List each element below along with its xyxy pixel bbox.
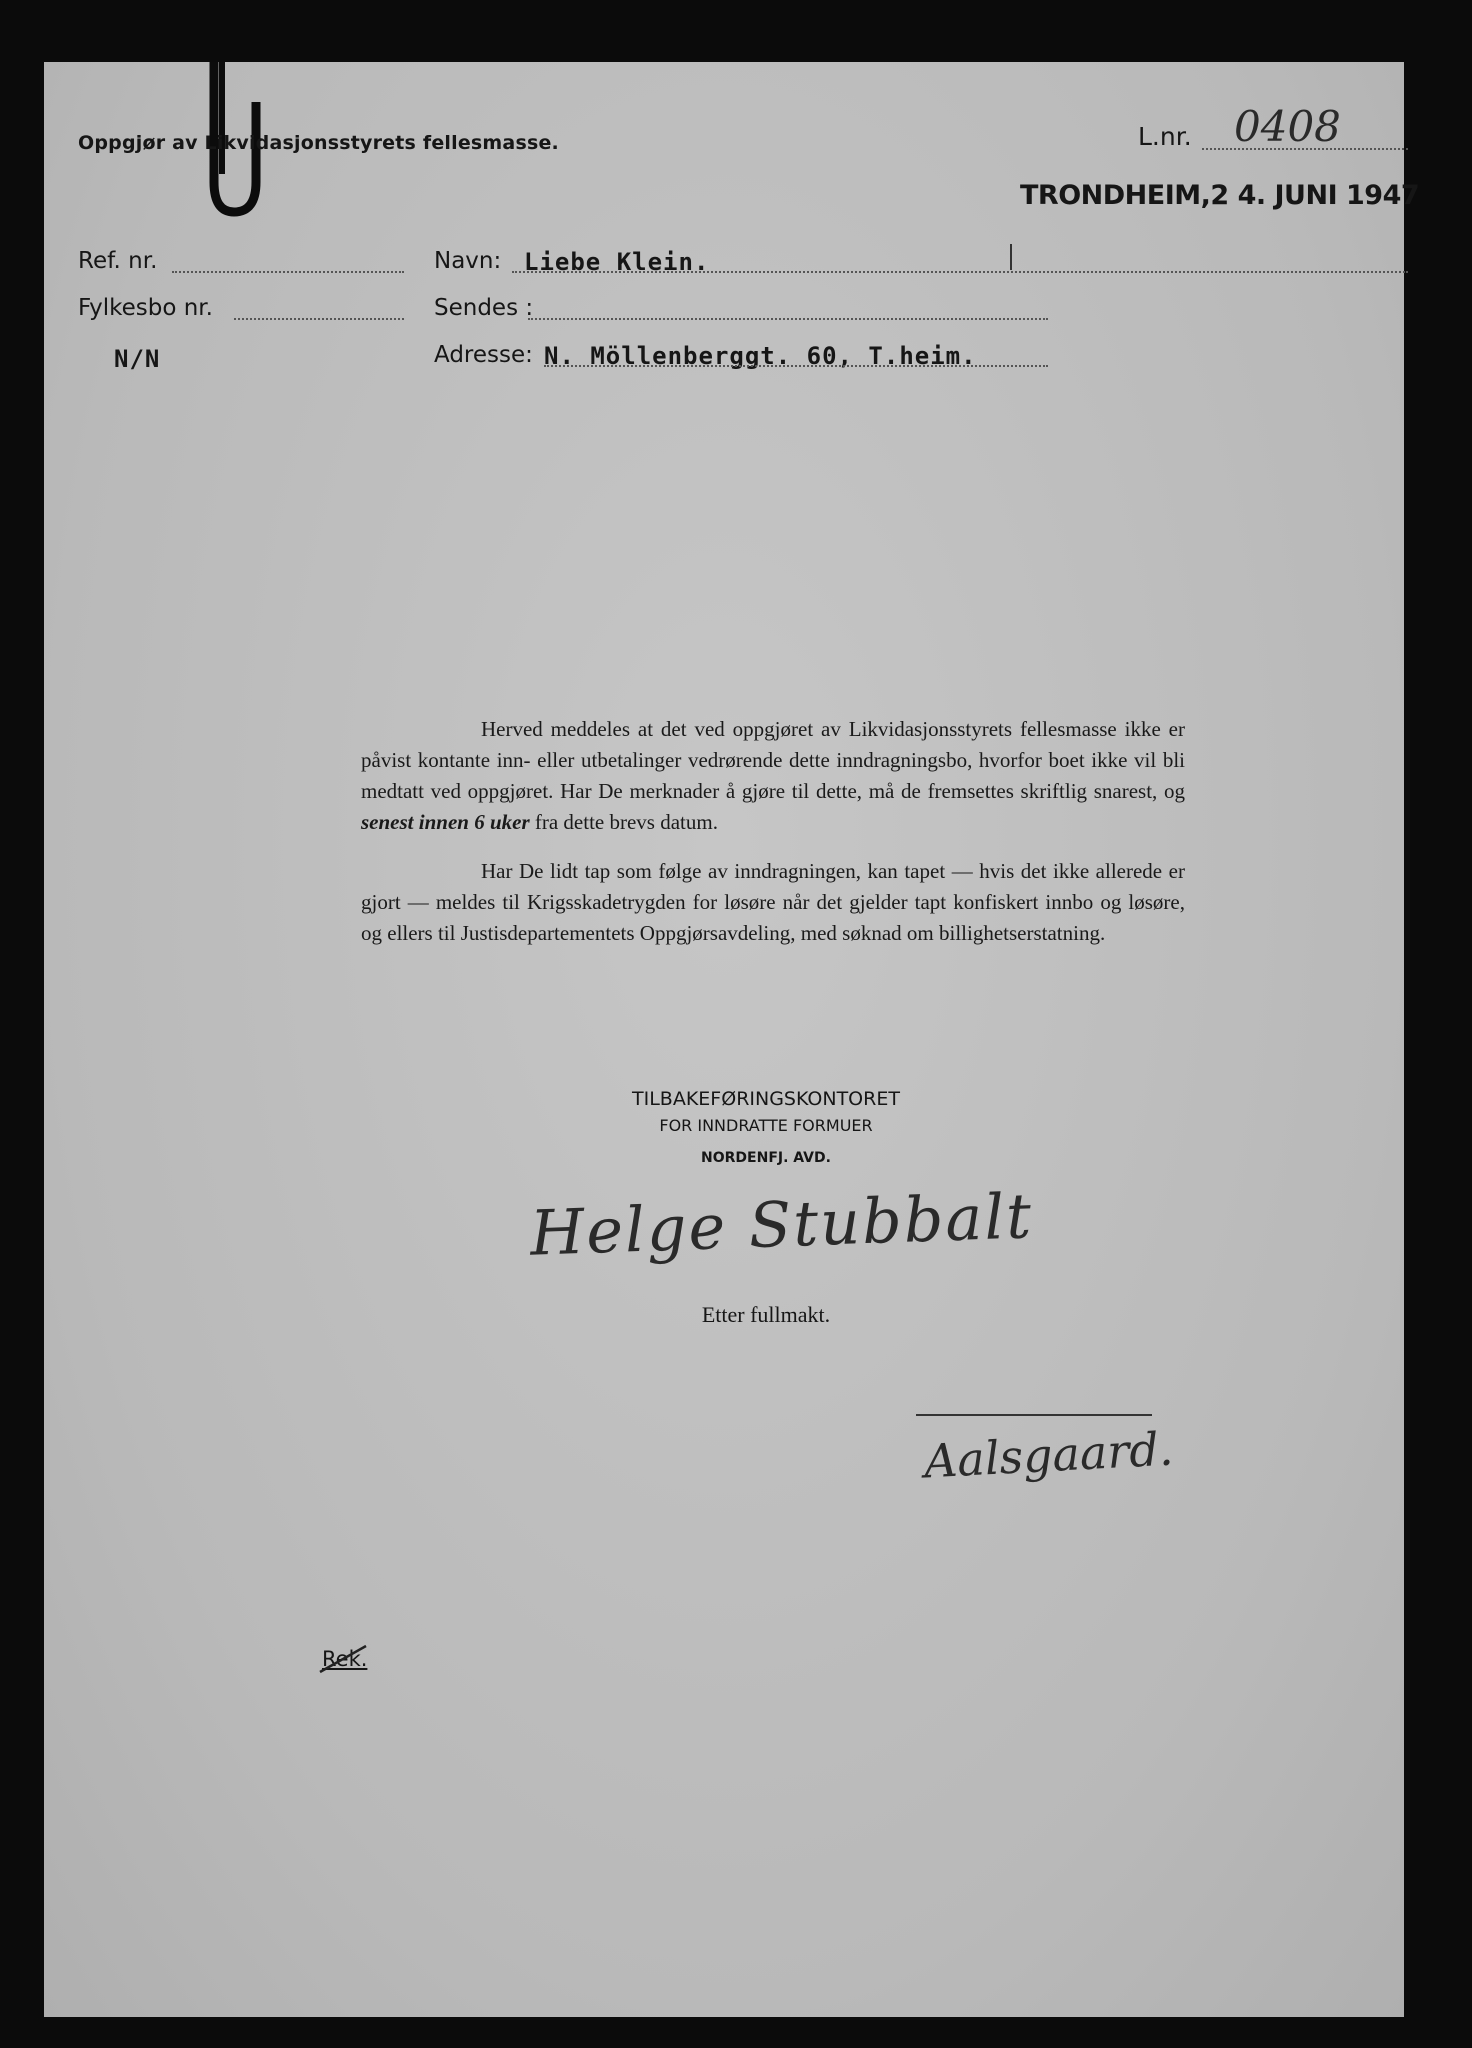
lnr-value-handwritten: 0408 — [1234, 102, 1341, 151]
fylkesbo-dotted-line — [234, 318, 404, 320]
header-title: Oppgjør av Likvidasjonsstyrets fellesmasse. — [78, 132, 559, 154]
paragraph-1-text: Herved meddeles at det ved oppgjøret av Likvidasjonsstyrets fellesmasse ikke er påvist kontante inn- eller utbetalinger vedrørende dette inndragningsbo, hvorfor boet ikke vil bli medtatt ved oppgjøret. Har De merknader å gjøre til dette, må de fremsettes skriftlig snarest, og — [361, 717, 1185, 803]
navn-label: Navn: — [434, 248, 502, 274]
place-date: TRONDHEIM,2 4. JUNI 1947 — [1020, 180, 1420, 211]
ref-label: Ref. nr. — [78, 248, 158, 274]
navn-value: Liebe Klein. — [524, 248, 710, 276]
lnr-label: L.nr. — [1138, 122, 1192, 151]
stamp-line-2: FOR INNDRATTE FORMUER — [659, 1116, 873, 1135]
paragraph-2: Har De lidt tap som følge av inndragningen, kan tapet — hvis det ikke allerede er gjort — meldes til Krigsskadetrygden for løsøre når det gjelder tapt konfiskert innbo og løsøre, og ellers til Justisdepartementets Oppgjørsavdeling, med søknad om billighetserstatning. — [361, 859, 1185, 945]
document-page — [44, 62, 1420, 2017]
rek-mark: Rek. — [322, 1647, 368, 1671]
stamp-line-1: TILBAKEFØRINGSKONTORET — [632, 1088, 900, 1110]
navn-tick-mark — [1010, 244, 1012, 270]
signature-handwritten: Helge Stubbalt — [528, 1179, 1035, 1270]
second-signature-handwritten: Aalsgaard. — [922, 1421, 1175, 1489]
sendes-dotted-line — [528, 318, 1048, 320]
paragraph-1-end: fra dette brevs datum. — [534, 810, 718, 834]
fylkesbo-value: N/N — [114, 345, 161, 373]
adresse-dotted-line — [544, 365, 1048, 367]
sendes-label: Sendes : — [434, 295, 534, 321]
adresse-value: N. Möllenberggt. 60, T.heim. — [544, 342, 977, 370]
fylkesbo-label: Fylkesbo nr. — [78, 295, 213, 321]
paragraph-1 — [361, 714, 1185, 838]
signature-line — [916, 1414, 1152, 1416]
letter-body — [361, 714, 1185, 967]
navn-dotted-line — [512, 271, 1408, 273]
ref-dotted-line — [172, 271, 404, 273]
paragraph-1-emphasis: senest innen 6 uker — [361, 810, 530, 834]
authority-text: Etter fullmakt. — [701, 1302, 831, 1327]
check-stroke-icon — [314, 1642, 374, 1676]
adresse-label: Adresse: — [434, 342, 533, 368]
stamp-line-3: NORDENFJ. AVD. — [701, 1150, 831, 1166]
